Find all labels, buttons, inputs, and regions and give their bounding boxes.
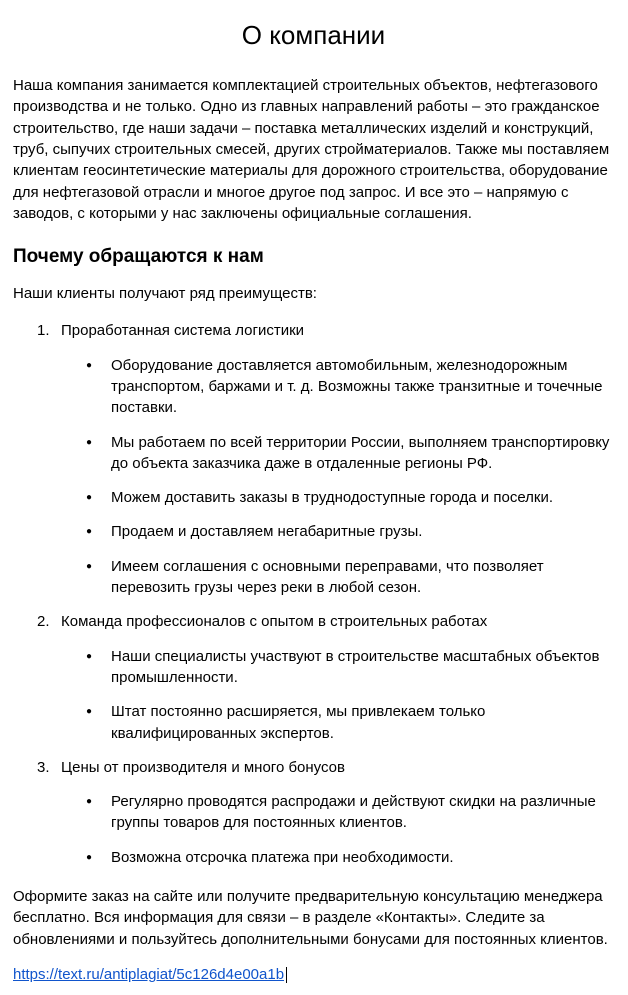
benefits-intro: Наши клиенты получают ряд преимуществ: xyxy=(13,285,317,303)
list-number: 2. xyxy=(37,613,50,631)
list-bullet xyxy=(13,355,614,419)
bullet-icon: ● xyxy=(86,526,93,538)
bullet-icon: ● xyxy=(86,851,93,863)
list-item-label: Цены от производителя и много бонусов xyxy=(61,758,345,776)
list-number: 3. xyxy=(37,758,50,776)
bullet-text: Имеем соглашения с основными переправами, что позволяет перевозить грузы через реки в любой сезон. xyxy=(111,557,544,597)
list-bullet xyxy=(13,432,614,475)
bullet-text: Мы работаем по всей территории России, выполняем транспортировку до объекта заказчика даже в отдаленные регионы РФ. xyxy=(111,433,610,472)
list-item xyxy=(13,611,614,632)
bullet-text: Возможна отсрочка платежа при необходимости. xyxy=(111,848,454,866)
list-bullet xyxy=(13,646,614,689)
bullet-icon: ● xyxy=(86,706,93,718)
list-item-label: Команда профессионалов с опытом в строительных работах xyxy=(61,613,488,631)
bullet-text: Можем доставить заказы в труднодоступные города и поселки. xyxy=(111,489,554,507)
bullet-text: Регулярно проводятся распродажи и действуют скидки на различные группы товаров для постоянных клиентов. xyxy=(111,793,596,832)
list-bullet xyxy=(13,556,614,599)
bullet-text: Штат постоянно расширяется, мы привлекаем только квалифицированных экспертов. xyxy=(111,703,486,742)
bullet-text: Продаем и доставляем негабаритные грузы. xyxy=(111,523,423,541)
list-bullet xyxy=(13,701,614,744)
list-item-label: Проработанная система логистики xyxy=(61,322,305,340)
list-item xyxy=(13,320,614,341)
bullet-icon: ● xyxy=(86,359,93,371)
antiplagiat-link[interactable]: https://text.ru/antiplagiat/5c126d4e00a1b xyxy=(13,965,285,983)
link-line xyxy=(13,964,614,985)
bullet-text: Наши специалисты участвуют в строительстве масштабных объектов промышленности. xyxy=(111,647,600,686)
section-heading: Почему обращаются к нам xyxy=(13,246,264,268)
bullet-text: Оборудование доставляется автомобильным, железнодорожным транспортом, баржами и т. д. Возможны также транзитные и точечные поставки. xyxy=(111,356,603,417)
list-bullet xyxy=(13,487,614,508)
list-bullet xyxy=(13,791,614,834)
bullet-icon: ● xyxy=(86,650,93,662)
list-item xyxy=(13,757,614,778)
bullet-icon: ● xyxy=(86,492,93,504)
bullet-icon: ● xyxy=(86,796,93,808)
list-bullet xyxy=(13,521,614,542)
bullet-icon: ● xyxy=(86,436,93,448)
outro-paragraph: Оформите заказ на сайте или получите предварительную консультацию менеджера бесплатно. Вся информация для связи – в разделе «Контакты». Следите за обновлениями и пользуйтесь дополнительными бонусами для постоянных клиентов. xyxy=(13,888,608,948)
list-number: 1. xyxy=(37,322,50,340)
intro-paragraph: Наша компания занимается комплектацией строительных объектов, нефтегазового производства и не только. Одно из главных направлений работы – это гражданское строительство, где наши задачи – поставка металлических изделий и конструкций, труб, сыпучих строительных смесей, других стройматериалов. Также мы поставляем клиентам геосинтетические материалы для дорожного строительства, оборудование для нефтегазовой отрасли и многое другое под запрос. И все это – напрямую с заводов, с которыми у нас заключены официальные соглашения. xyxy=(13,77,610,222)
text-cursor xyxy=(286,967,287,983)
bullet-icon: ● xyxy=(86,560,93,572)
page-title: О компании xyxy=(241,20,386,50)
list-bullet xyxy=(13,847,614,868)
